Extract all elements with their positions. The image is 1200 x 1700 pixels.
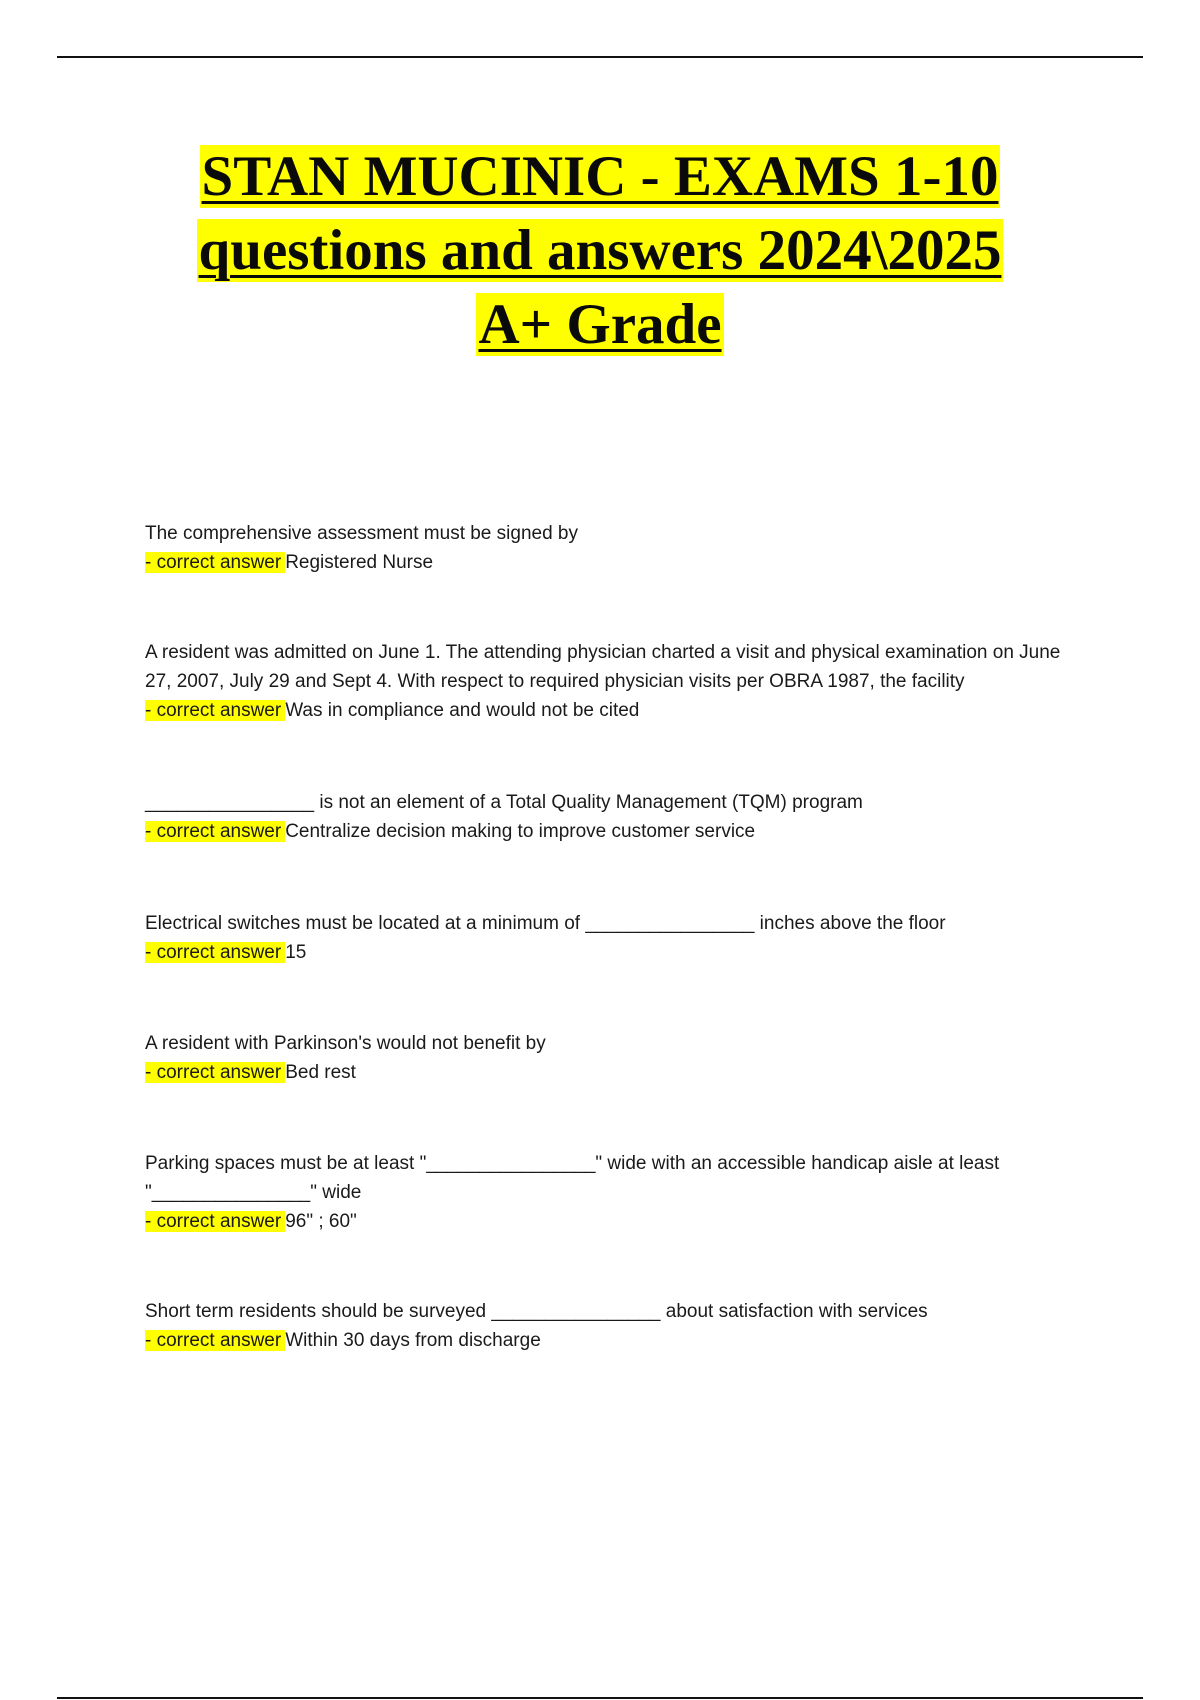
document-title (100, 140, 1100, 362)
answer-line (145, 1326, 1085, 1355)
qa-item (145, 788, 1085, 846)
qa-list (145, 519, 1085, 1355)
correct-answer-label: - correct answer (145, 552, 285, 573)
qa-item (145, 909, 1085, 967)
answer-text: Was in compliance and would not be cited (285, 700, 640, 721)
bottom-rule (57, 1697, 1143, 1699)
answer-line (145, 1058, 1085, 1087)
answer-line (145, 696, 1085, 725)
qa-item (145, 1029, 1085, 1087)
answer-line (145, 548, 1085, 577)
answer-text: Centralize decision making to improve customer service (285, 821, 756, 842)
question-text: The comprehensive assessment must be signed by (145, 523, 578, 544)
title-line-3: A+ Grade (478, 293, 722, 356)
answer-text: 96" ; 60" (285, 1211, 357, 1232)
correct-answer-label: - correct answer (145, 1211, 285, 1232)
question-text: Electrical switches must be located at a minimum of ________________ inches above the floor (145, 913, 946, 934)
correct-answer-label: - correct answer (145, 1062, 285, 1083)
title-line-2: questions and answers 2024\2025 (198, 219, 1002, 282)
top-rule (57, 56, 1143, 58)
question-text: A resident with Parkinson's would not benefit by (145, 1033, 546, 1054)
answer-line (145, 938, 1085, 967)
qa-item (145, 519, 1085, 577)
answer-text: 15 (285, 942, 307, 963)
question-text: Parking spaces must be at least "________________" wide with an accessible handicap aisle at least "_______________" wide (145, 1153, 1000, 1203)
question-text: ________________ is not an element of a Total Quality Management (TQM) program (145, 792, 863, 813)
qa-item (145, 1149, 1085, 1236)
correct-answer-label: - correct answer (145, 942, 285, 963)
correct-answer-label: - correct answer (145, 1330, 285, 1351)
answer-text: Within 30 days from discharge (285, 1330, 541, 1351)
correct-answer-label: - correct answer (145, 700, 285, 721)
qa-item (145, 1297, 1085, 1355)
question-text: Short term residents should be surveyed ________________ about satisfaction with services (145, 1301, 928, 1322)
answer-text: Registered Nurse (285, 552, 434, 573)
correct-answer-label: - correct answer (145, 821, 285, 842)
qa-item (145, 638, 1085, 725)
answer-text: Bed rest (285, 1062, 356, 1083)
title-line-1: STAN MUCINIC - EXAMS 1-10 (201, 145, 999, 208)
answer-line (145, 817, 1085, 846)
answer-line (145, 1207, 1085, 1236)
question-text: A resident was admitted on June 1. The attending physician charted a visit and physical examination on June 27, 2007, July 29 and Sept 4. With respect to required physician visits per OBRA 1987, the facility (145, 642, 1061, 692)
